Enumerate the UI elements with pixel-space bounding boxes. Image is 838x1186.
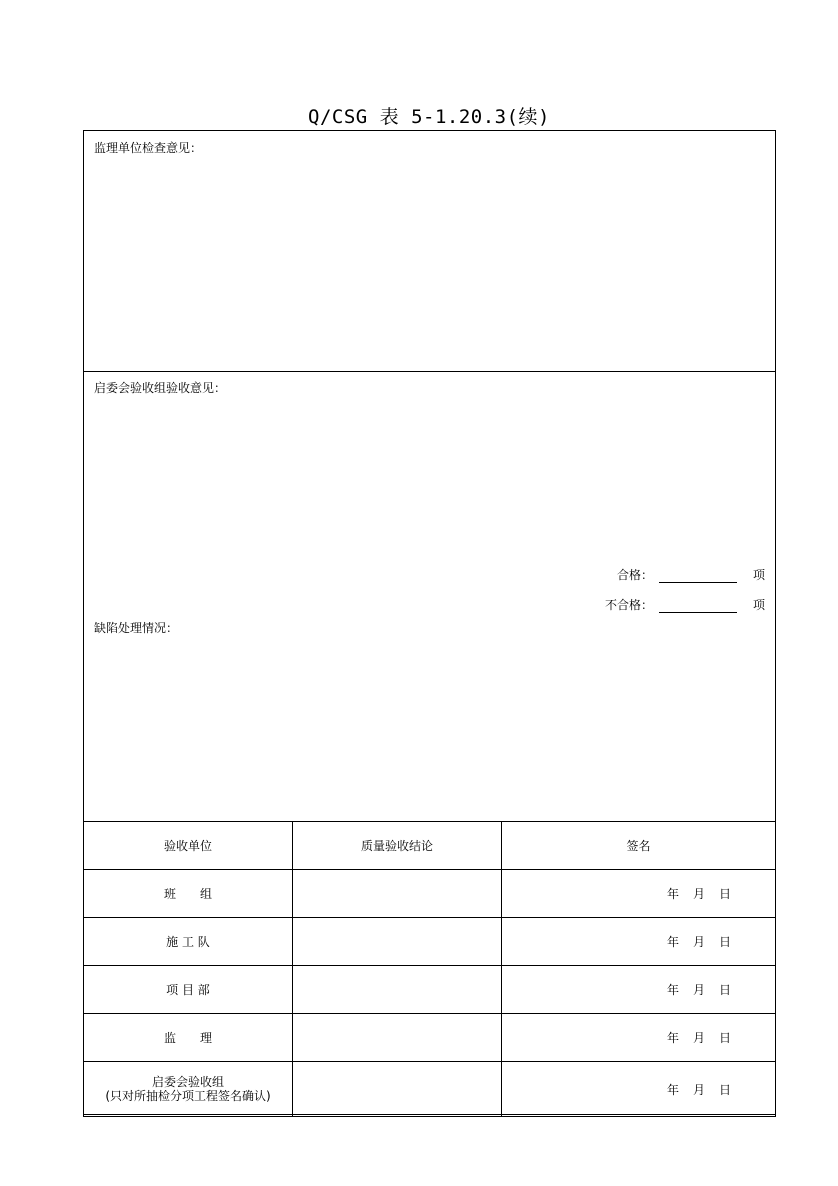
year-label: 年 [666, 1031, 679, 1045]
month-label: 月 [692, 935, 705, 949]
header-conclusion: 质量验收结论 [293, 822, 502, 870]
unit-committee [84, 1062, 293, 1117]
month-label: 月 [692, 983, 705, 997]
signature-cell[interactable] [502, 918, 776, 966]
table-header-row [84, 822, 776, 870]
unit-supervision: 监 理 [84, 1014, 293, 1062]
pass-unit: 项 [752, 568, 765, 582]
defects-label: 缺陷处理情况： [94, 621, 179, 635]
conclusion-cell[interactable] [293, 918, 502, 966]
supervision-label: 监理单位检查意见： [94, 141, 203, 155]
table-row [84, 966, 776, 1014]
table-row [84, 870, 776, 918]
unit-construction-team: 施 工 队 [84, 918, 293, 966]
conclusion-cell[interactable] [293, 1014, 502, 1062]
year-label: 年 [666, 1082, 679, 1097]
day-label: 日 [718, 887, 731, 901]
committee-section [84, 371, 775, 822]
year-label: 年 [666, 935, 679, 949]
day-label: 日 [718, 1031, 731, 1045]
form-code-title: Q/CSG 表 5-1.20.3(续) [308, 106, 550, 128]
conclusion-cell[interactable] [293, 1062, 502, 1117]
table-row [84, 918, 776, 966]
conclusion-cell[interactable] [293, 870, 502, 918]
pass-count-row [617, 566, 765, 583]
table-row [84, 1062, 776, 1117]
fail-label: 不合格： [604, 598, 653, 612]
pass-count-field[interactable] [659, 568, 737, 583]
committee-label: 启委会验收组验收意见： [94, 381, 227, 395]
header-unit: 验收单位 [84, 822, 293, 870]
year-label: 年 [666, 983, 679, 997]
day-label: 日 [718, 1082, 731, 1097]
pass-label: 合格： [616, 568, 653, 582]
signature-cell[interactable] [502, 870, 776, 918]
header-signature: 签名 [502, 822, 776, 870]
fail-unit: 项 [752, 598, 765, 612]
unit-committee-name: 启委会验收组 [151, 1075, 224, 1089]
month-label: 月 [692, 1031, 705, 1045]
day-label: 日 [718, 983, 731, 997]
inspection-form [83, 130, 776, 1115]
unit-committee-note: (只对所抽检分项工程签名确认) [105, 1089, 271, 1103]
month-label: 月 [692, 1082, 705, 1097]
unit-project-dept: 项 目 部 [84, 966, 293, 1014]
month-label: 月 [692, 887, 705, 901]
unit-team: 班 组 [84, 870, 293, 918]
signature-cell[interactable] [502, 1014, 776, 1062]
year-label: 年 [666, 887, 679, 901]
fail-count-field[interactable] [659, 598, 737, 613]
conclusion-cell[interactable] [293, 966, 502, 1014]
fail-count-row [605, 596, 765, 613]
table-row [84, 1014, 776, 1062]
supervision-section [84, 131, 775, 372]
day-label: 日 [718, 935, 731, 949]
signature-cell[interactable] [502, 1062, 776, 1117]
signature-cell[interactable] [502, 966, 776, 1014]
signature-table [83, 821, 776, 1117]
